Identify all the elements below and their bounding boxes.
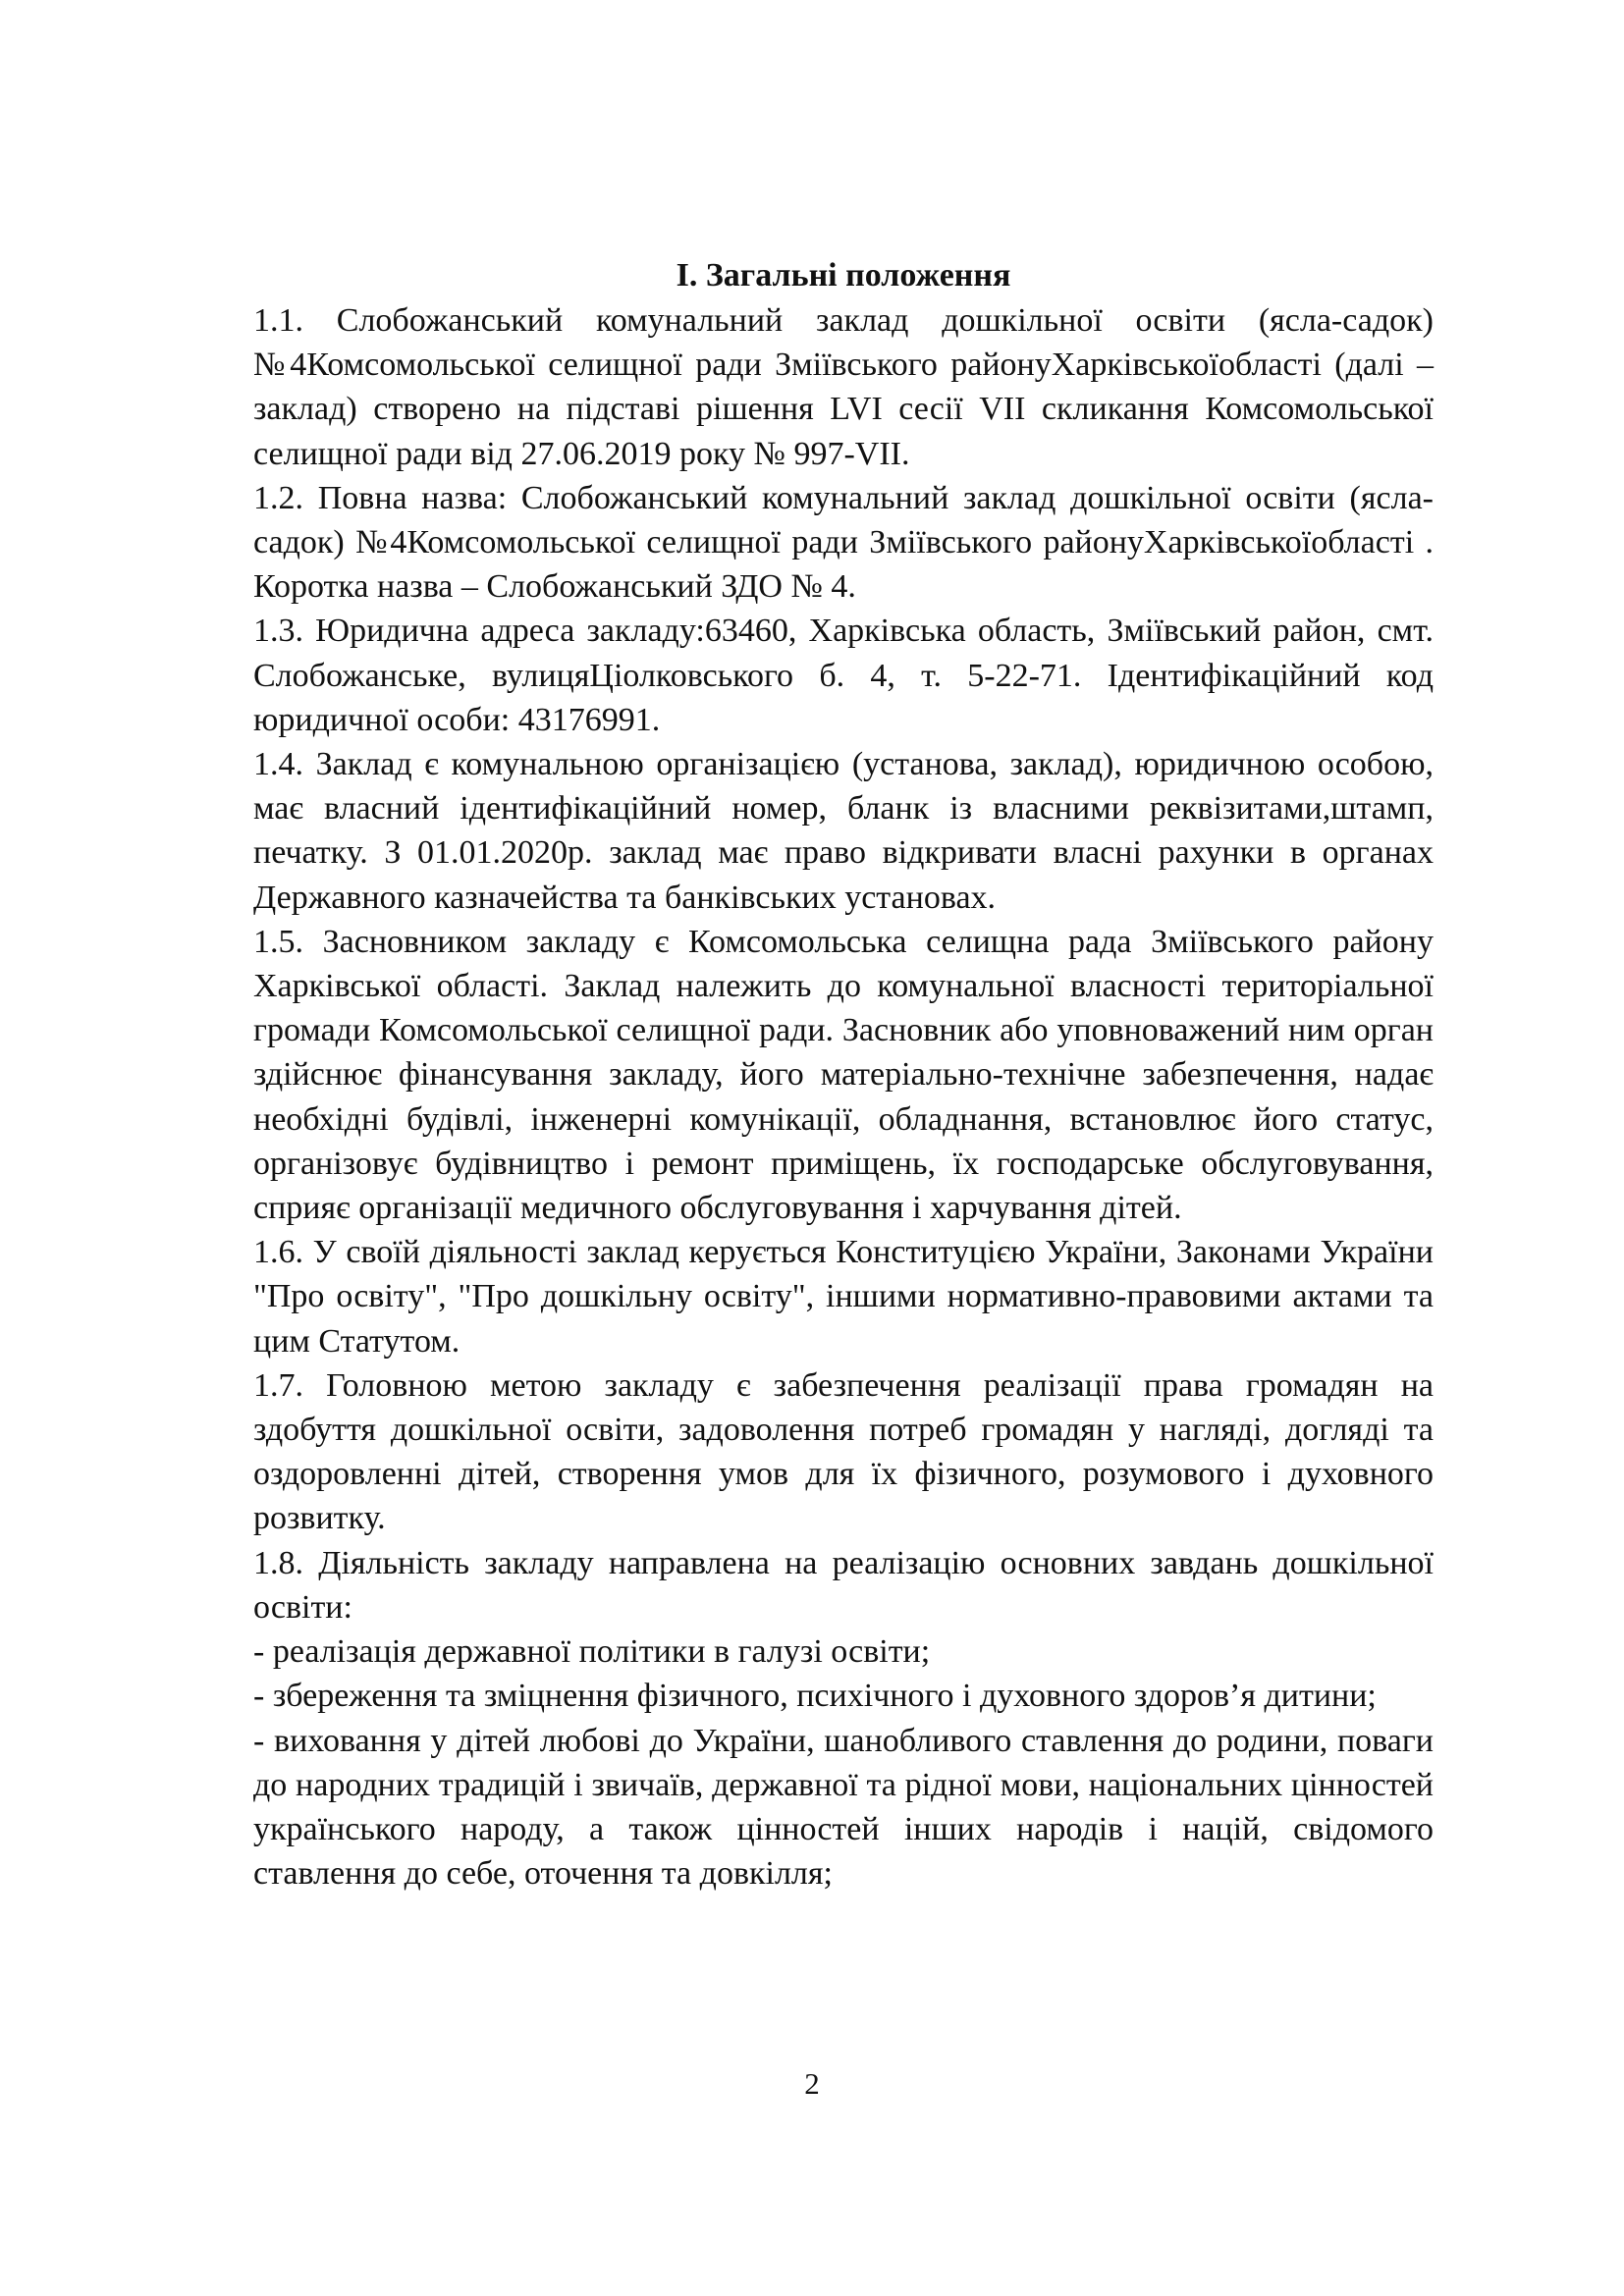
- paragraph-1-4: 1.4. Заклад є комунальною організацією (установа, заклад), юридичною особою, має власний ідентифікаційний номер, бланк із власними реквізитами,штамп, печатку. З 01.01.2020р. заклад має право відкривати власні рахунки в органах Державного казначейства та банківських установах.: [253, 746, 1434, 916]
- list-item-health: - збереження та зміцнення фізичного, психічного і духовного здоров’я дитини;: [253, 1678, 1377, 1715]
- paragraph-1-8: 1.8. Діяльність закладу направлена на реалізацію основних завдань дошкільної освіти:: [253, 1544, 1434, 1626]
- paragraph-1-7: 1.7. Головною метою закладу є забезпечення реалізації права громадян на здобуття дошкільної освіти, задоволення потреб громадян у нагляді, догляді та оздоровленні дітей, створення умов для їх фізичного, розумового і духовного розвитку.: [253, 1366, 1434, 1537]
- section-heading: І. Загальні положення: [676, 257, 1011, 294]
- list-item-upbringing: - виховання у дітей любові до України, шанобливого ставлення до родини, поваги до народних традицій і звичаїв, державної та рідної мови, національних цінностей українського народу, а також цінностей інших народів і націй, свідомого ставлення до себе, оточення та довкілля;: [253, 1722, 1434, 1893]
- paragraph-1-1: 1.1. Слобожанський комунальний заклад дошкільної освіти (ясла-садок) №4Комсомольської селищної ради Зміївського районуХарківськоїобласті (далі – заклад) створено на підставі рішення LVI сесії VII скликання Комсомольської селищної ради від 27.06.2019 року № 997-VII.: [253, 302, 1434, 472]
- paragraph-1-6: 1.6. У своїй діяльності заклад керується Конституцією України, Законами України "Про освіту", "Про дошкільну освіту", іншими нормативно-правовими актами та цим Статутом.: [253, 1234, 1434, 1360]
- list-item-state-policy: - реалізація державної політики в галузі освіти;: [253, 1633, 931, 1671]
- page-body: [253, 253, 1434, 1896]
- paragraph-1-2: 1.2. Повна назва: Слобожанський комунальний заклад дошкільної освіти (ясла-садок) №4Комсомольської селищної ради Зміївського районуХарківськоїобласті . Коротка назва – Слобожанський ЗДО № 4.: [253, 479, 1434, 606]
- page-number: 2: [804, 2066, 820, 2101]
- paragraph-1-3: 1.3. Юридична адреса закладу:63460, Харківська область, Зміївський район, смт. Слобожанське, вулицяЦіолковського б. 4, т. 5-22-71. Ідентифікаційний код юридичної особи: 43176991.: [253, 613, 1434, 738]
- paragraph-1-5: 1.5. Засновником закладу є Комсомольська селищна рада Зміївського району Харківської області. Заклад належить до комунальної власності територіальної громади Комсомольської селищної ради. Засновник або уповноважений ним орган здійснює фінансування закладу, його матеріально-технічне забезпечення, надає необхідні будівлі, інженерні комунікації, обладнання, встановлює його статус, організовує будівництво і ремонт приміщень, їх господарське обслуговування, сприяє організації медичного обслуговування і харчування дітей.: [253, 923, 1434, 1227]
